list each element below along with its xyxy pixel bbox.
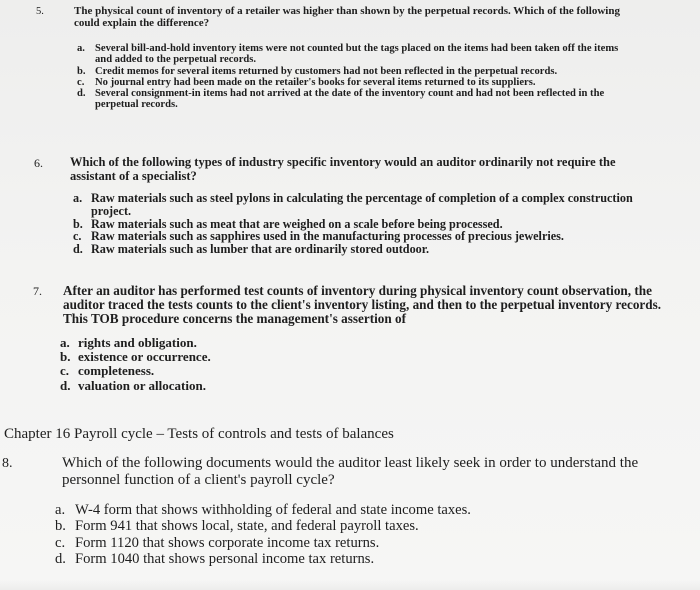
option-text: valuation or allocation. (78, 377, 206, 393)
answer-options (73, 192, 673, 256)
option-text: Several bill-and-hold inventory items were not counted but the tags placed on the items had been taken off the items and added to the perpetual records. (95, 43, 619, 66)
option-a (60, 336, 460, 350)
page-shadow (0, 580, 700, 590)
option-d (73, 243, 673, 256)
option-text: Raw materials such as steel pylons in calculating the percentage of completion of a complex construction project. (91, 191, 633, 218)
chapter-heading: Chapter 16 Payroll cycle – Tests of controls and tests of balances (4, 426, 394, 442)
option-text: Form 1120 that shows corporate income tax returns. (75, 534, 380, 551)
question-number: 8. (2, 456, 13, 471)
option-text: completeness. (78, 363, 155, 379)
option-c (60, 364, 460, 378)
answer-options (77, 43, 623, 111)
question-stem: Which of the following types of industry specific inventory would an auditor ordinarily not require the assistant of a specialist? (70, 155, 616, 183)
option-a (77, 43, 623, 66)
option-text: Credit memos for several items returned by customers had not been reflected in the perpetual records. (95, 65, 558, 77)
option-b (55, 518, 615, 534)
option-text: Raw materials such as lumber that are ordinarily stored outdoor. (91, 242, 430, 257)
option-b (60, 350, 460, 364)
option-letter: a. (55, 502, 66, 518)
option-letter: d. (55, 551, 66, 568)
option-d (55, 551, 615, 567)
option-letter: b. (77, 65, 86, 77)
answer-options (60, 336, 460, 393)
answer-options (55, 502, 615, 568)
option-letter: d. (73, 242, 83, 257)
option-text: Several consignment-in items had not arrived at the date of the inventory count and had not been reflected in the perpetual records. (95, 88, 605, 111)
option-letter: a. (77, 43, 85, 54)
question-number: 7. (33, 284, 42, 298)
option-letter: c. (60, 363, 70, 379)
option-d (77, 88, 623, 111)
option-text: No journal entry had been made on the retailer's books for several items returned to its suppliers. (95, 76, 536, 88)
option-letter: c. (77, 76, 85, 88)
option-a (55, 502, 615, 518)
option-letter: a. (73, 191, 83, 205)
option-c (77, 77, 623, 88)
option-letter: d. (77, 88, 86, 100)
option-text: Raw materials such as sapphires used in the manufacturing processes of precious jewelries. (91, 229, 564, 244)
option-text: existence or occurrence. (78, 349, 211, 365)
option-text: Form 1040 that shows personal income tax returns. (75, 551, 375, 568)
question-stem: Which of the following documents would the auditor least likely seek in order to understand the personnel function of a client's payroll cycle? (62, 455, 639, 488)
option-letter: b. (73, 216, 83, 231)
question-stem: The physical count of inventory of a retailer was higher than shown by the perpetual records. Which of the following could explain the difference? (74, 5, 620, 29)
option-letter: c. (73, 229, 82, 244)
question-number: 5. (36, 6, 44, 17)
option-d (60, 379, 460, 393)
option-text: rights and obligation. (78, 335, 197, 350)
option-letter: d. (60, 377, 71, 393)
option-c (55, 535, 615, 551)
option-letter: b. (55, 518, 66, 535)
option-letter: a. (60, 335, 70, 350)
option-text: Form 941 that shows local, state, and federal payroll taxes. (75, 518, 419, 535)
question-number: 6. (34, 156, 43, 170)
option-text: W-4 form that shows withholding of federal and state income taxes. (75, 502, 471, 518)
option-text: Raw materials such as meat that are weighed on a scale before being processed. (91, 216, 503, 231)
option-letter: c. (55, 534, 66, 551)
option-a (73, 192, 673, 218)
question-stem: After an auditor has performed test counts of inventory during physical inventory count observation, the auditor traced the tests counts to the client's inventory listing, and then to the perpetual inventory records. This TOB procedure concerns the management's assertion of (63, 283, 662, 327)
option-b (77, 66, 623, 77)
option-letter: b. (60, 349, 71, 365)
